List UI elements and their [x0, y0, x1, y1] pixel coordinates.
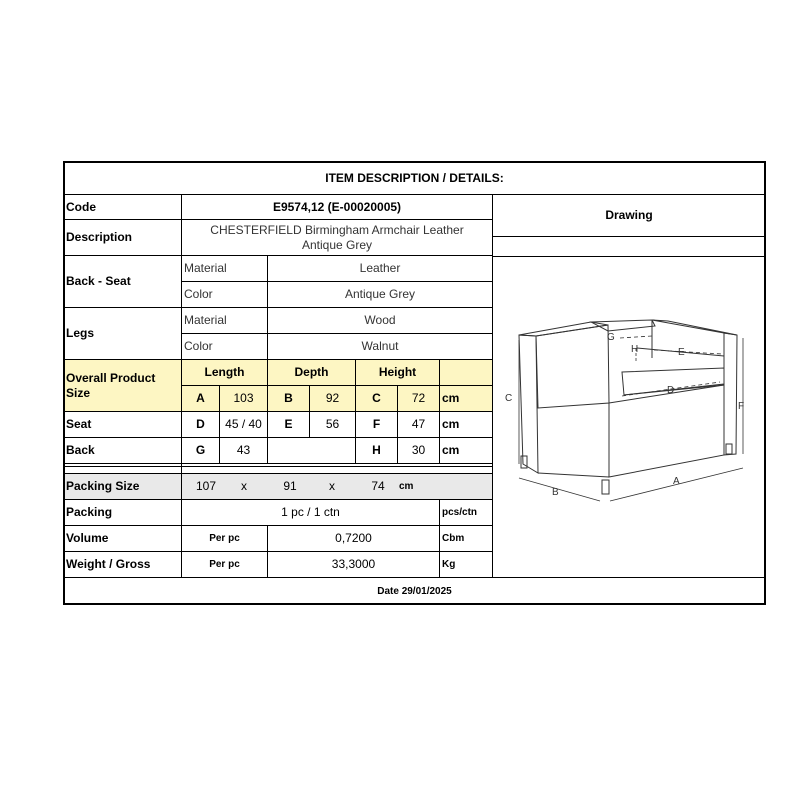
legs-color: Walnut	[361, 339, 399, 353]
overall-unit: cm	[440, 386, 492, 411]
packing-times-1: x	[241, 479, 247, 493]
left-arm-outer	[519, 335, 538, 473]
dim-f-value: 47	[411, 417, 426, 431]
legs-color-label: Color	[184, 339, 213, 353]
left-arm-side	[536, 325, 609, 408]
legs-label: Legs	[66, 326, 95, 340]
weight-value: 33,3000	[331, 557, 376, 571]
drawing-letter-f: F	[738, 401, 745, 412]
dim-h-value: 30	[411, 443, 426, 457]
packing-width: 91	[283, 479, 297, 493]
dim-e-value: 56	[325, 417, 340, 431]
dim-line-e	[654, 350, 722, 354]
height-header: Height	[356, 360, 439, 385]
drawing-letter-c: C	[505, 393, 513, 404]
dim-line-b	[519, 478, 600, 501]
base-bottom-left	[538, 473, 609, 477]
dim-g-value: 43	[236, 443, 251, 457]
back-unit: cm	[442, 443, 460, 457]
dim-c-label: C	[356, 386, 397, 411]
leg-front-right	[602, 480, 609, 494]
drawing-letter-a: A	[673, 476, 680, 487]
overall-header-blank	[440, 360, 492, 385]
length-header: Length	[182, 360, 267, 385]
right-arm-outer	[724, 333, 737, 455]
packing-size-unit: cm	[399, 481, 414, 492]
description-value	[182, 220, 492, 255]
dim-d-value: 45 / 40	[225, 417, 262, 431]
seat-label: Seat	[66, 417, 92, 431]
dim-e-label: E	[284, 417, 293, 431]
dim-a-value: 103	[220, 386, 267, 411]
packing-length: 107	[195, 479, 217, 493]
drawing-letter-g: G	[607, 332, 615, 343]
drawing-letter-e: E	[678, 347, 685, 358]
weight-label: Weight / Gross	[66, 557, 151, 571]
packing-label: Packing	[66, 505, 113, 519]
dim-h-label: H	[372, 443, 381, 457]
back-seat-color-label: Color	[184, 287, 213, 301]
legs-material-label: Material	[184, 313, 227, 327]
weight-unit: Kg	[442, 559, 456, 570]
back-seat-material-label: Material	[184, 261, 227, 275]
back-seat-color: Antique Grey	[344, 287, 416, 301]
depth-header: Depth	[268, 360, 355, 385]
overall-size-label-line-2: Size	[66, 385, 91, 400]
back-seat-label: Back - Seat	[66, 274, 131, 288]
dim-f-label: F	[372, 417, 381, 431]
dim-line-g	[620, 336, 652, 338]
dim-d-label: D	[196, 417, 205, 431]
back-seat-material: Leather	[359, 261, 401, 275]
seat-unit: cm	[442, 417, 460, 431]
packing-height: 74	[371, 479, 385, 493]
description-line-1: CHESTERFIELD Birmingham Armchair Leather	[210, 222, 464, 237]
dim-a-label: A	[182, 386, 219, 411]
dim-b-value: 92	[310, 386, 355, 411]
sheet-title: ITEM DESCRIPTION / DETAILS:	[325, 171, 504, 185]
code-value: E9574,12 (E-00020005)	[272, 199, 402, 214]
date-footer: Date 29/01/2025	[377, 585, 452, 597]
back-label: Back	[66, 443, 95, 457]
volume-label: Volume	[66, 531, 109, 545]
drawing-letter-h: H	[631, 344, 639, 355]
rule-spacer-a	[64, 466, 492, 467]
rule-drawing-top	[492, 256, 765, 257]
drawing-letter-b: B	[552, 487, 559, 498]
volume-unit: Cbm	[442, 533, 465, 544]
legs-material: Wood	[364, 313, 396, 327]
weight-per: Per pc	[209, 559, 240, 570]
dim-b-label: B	[268, 386, 309, 411]
dim-c-value: 72	[398, 386, 439, 411]
armchair-drawing	[492, 258, 764, 576]
volume-value: 0,7200	[335, 531, 372, 545]
packing-unit: pcs/ctn	[442, 507, 478, 518]
drawing-letter-d: D	[667, 385, 675, 396]
code-label: Code	[66, 199, 96, 214]
rule-back-bottom	[64, 463, 492, 464]
description-label: Description	[66, 230, 133, 244]
overall-size-label	[65, 360, 181, 411]
overall-size-label-line-1: Overall Product	[66, 370, 156, 385]
rule-col-label-packsize	[181, 474, 182, 499]
volume-per: Per pc	[209, 533, 240, 544]
back-top	[591, 320, 655, 331]
packing-times-2: x	[329, 479, 335, 493]
dim-g-label: G	[195, 443, 206, 457]
rule-drawing-label	[492, 236, 765, 237]
description-line-2: Antique Grey	[301, 237, 373, 252]
leg-back-right	[726, 444, 732, 454]
packing-size-label: Packing Size	[66, 479, 140, 493]
drawing-label: Drawing	[605, 208, 653, 222]
packing-value: 1 pc / 1 ctn	[281, 505, 340, 519]
front-base	[609, 385, 724, 477]
